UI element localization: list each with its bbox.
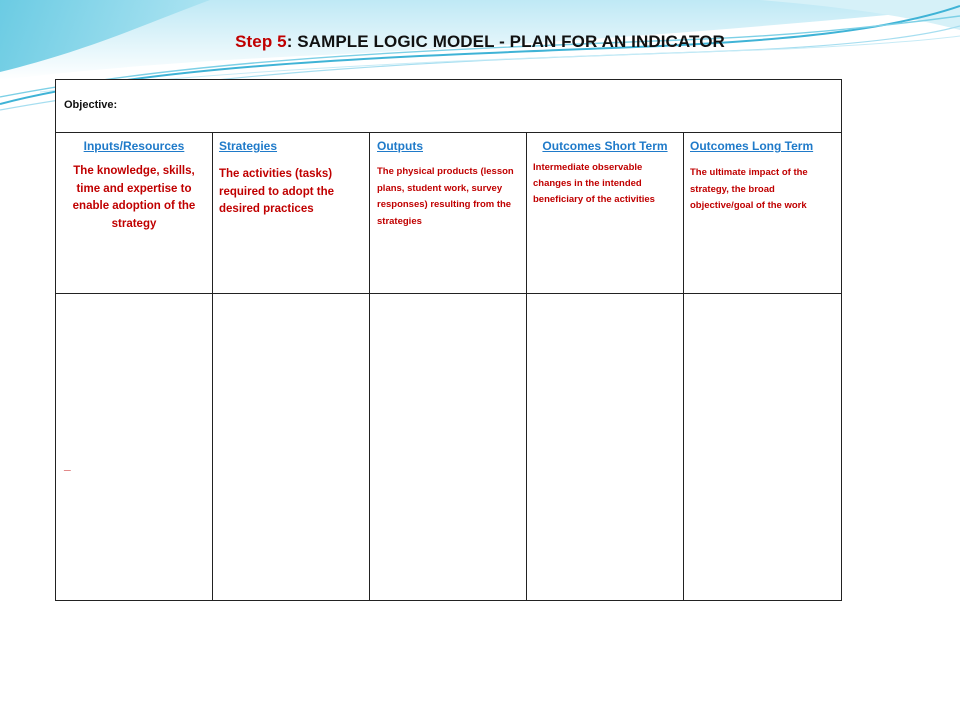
column-outcomes-short-term[interactable] [527,133,684,294]
column-header-row [56,133,842,294]
column-heading[interactable]: Outcomes Short Term [542,139,668,153]
column-outputs[interactable] [370,133,527,294]
entry-cell-outcomes-short-term[interactable] [527,294,684,601]
title-step-label: Step 5 [235,32,287,51]
entry-placeholder-dash: _ [64,458,71,472]
column-heading[interactable]: Outcomes Long Term [690,139,814,153]
logic-model-table [55,79,842,601]
objective-row [56,80,842,133]
column-heading[interactable]: Inputs/Resources [83,139,185,153]
entry-cell-outputs[interactable] [370,294,527,601]
entry-row [56,294,842,601]
entry-cell-strategies[interactable] [213,294,370,601]
entry-cell-inputs-resources[interactable] [56,294,213,601]
column-heading[interactable]: Outputs [377,139,423,153]
title-text: : SAMPLE LOGIC MODEL - PLAN FOR AN INDICATOR [286,32,725,51]
column-description: The physical products (lesson plans, student work, survey responses) resulting from the strategies [377,166,514,227]
slide-title [0,32,960,52]
objective-label: Objective: [64,99,118,111]
objective-cell[interactable] [56,80,842,133]
column-outcomes-long-term[interactable] [684,133,842,294]
entry-cell-outcomes-long-term[interactable] [684,294,842,601]
column-inputs-resources[interactable] [56,133,213,294]
column-heading[interactable]: Strategies [219,139,278,153]
column-description: The knowledge, skills, time and expertise to enable adoption of the strategy [72,165,196,230]
column-description: Intermediate observable changes in the intended beneficiary of the activities [533,162,655,205]
column-description: The ultimate impact of the strategy, the broad objective/goal of the work [690,167,808,211]
column-strategies[interactable] [213,133,370,294]
column-description: The activities (tasks) required to adopt the desired practices [219,168,334,215]
